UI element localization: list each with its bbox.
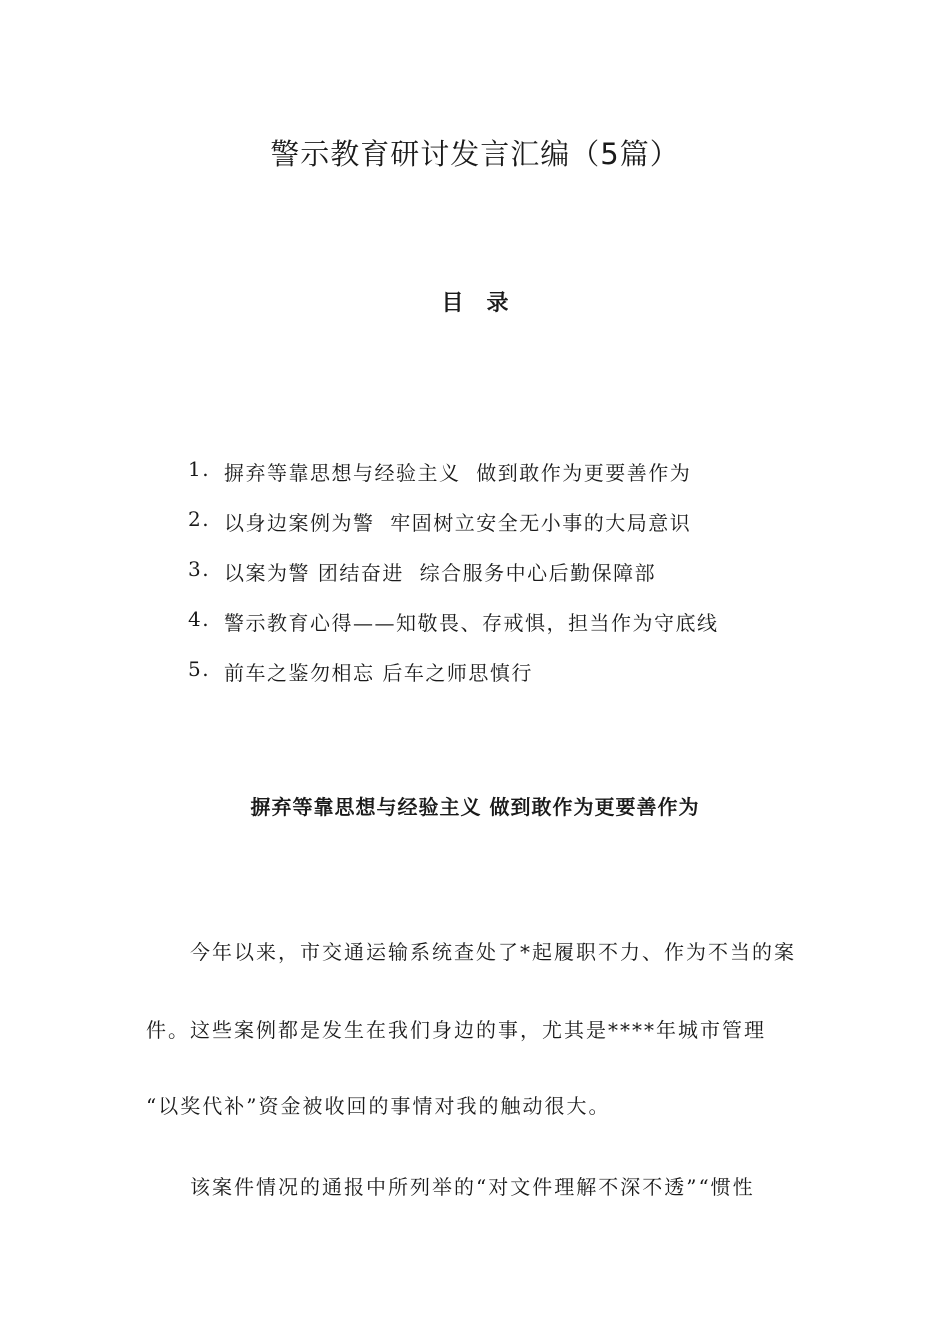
toc-item-text: 警示教育心得——知敬畏、存戒惧，担当作为守底线 [224, 611, 719, 635]
toc-heading: 目 录 [441, 290, 509, 316]
body-text-line: “以奖代补”资金被收回的事情对我的触动很大。 [146, 1094, 611, 1118]
toc-item-text: 摒弃等靠思想与经验主义 做到敢作为更要善作为 [224, 461, 692, 485]
section-title: 摒弃等靠思想与经验主义 做到敢作为更要善作为 [250, 795, 700, 819]
toc-item [188, 507, 719, 557]
body-text-line: 今年以来，市交通运输系统查处了*起履职不力、作为不当的案 [190, 940, 796, 964]
toc-item [188, 557, 719, 607]
toc-item [188, 607, 719, 657]
toc-item-text: 以案为警 团结奋进 综合服务中心后勤保障部 [224, 561, 657, 585]
toc-item-number: 4. [188, 607, 211, 631]
toc-item [188, 457, 719, 507]
table-of-contents [188, 457, 719, 707]
toc-item-text: 以身边案例为警 牢固树立安全无小事的大局意识 [224, 511, 692, 535]
document-title: 警示教育研讨发言汇编（5篇） [270, 137, 680, 171]
body-text-line: 该案件情况的通报中所列举的“对文件理解不深不透”“惯性 [190, 1175, 755, 1199]
toc-item-number: 2. [188, 507, 211, 531]
body-text-line: 件。这些案例都是发生在我们身边的事，尤其是****年城市管理 [146, 1018, 766, 1042]
toc-item-number: 3. [188, 557, 211, 581]
toc-item-number: 5. [188, 657, 211, 681]
toc-item-text: 前车之鉴勿相忘 后车之师思慎行 [224, 661, 533, 685]
toc-item [188, 657, 719, 707]
toc-item-number: 1. [188, 457, 211, 481]
